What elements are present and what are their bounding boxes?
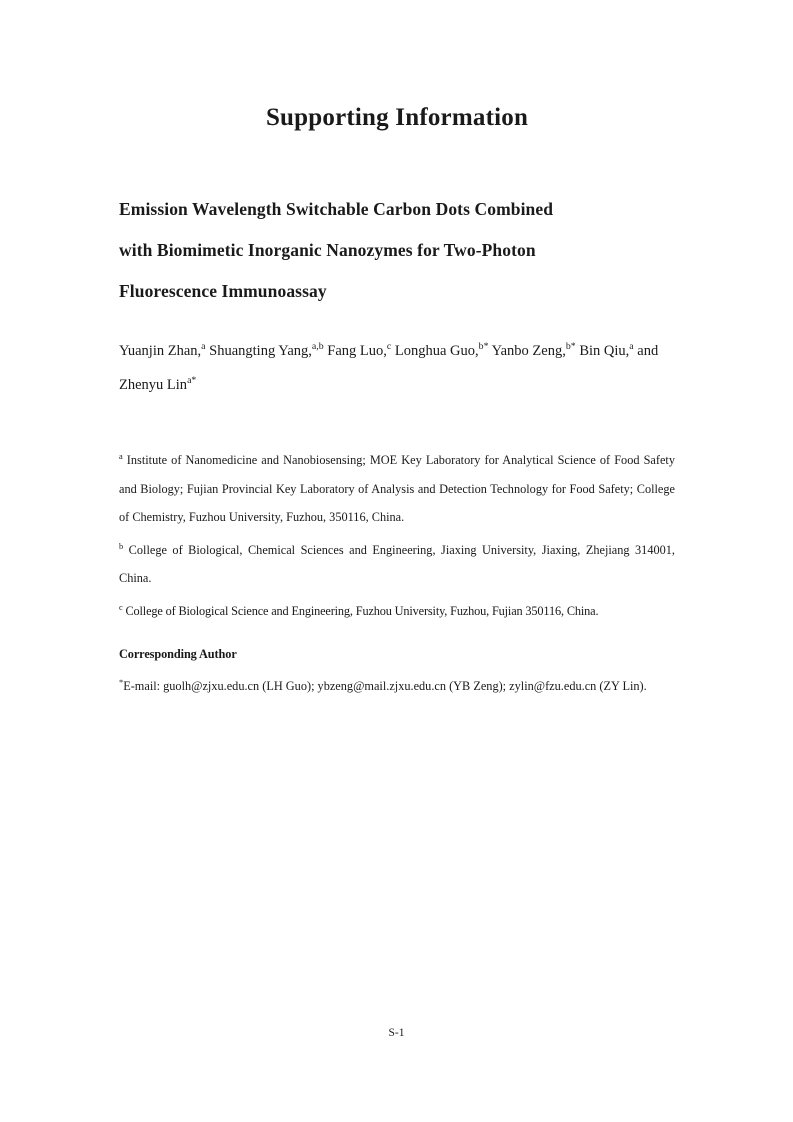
page-content: [119, 0, 675, 701]
affiliation-item-b: [119, 536, 675, 593]
author-text-8: and Zhenyu Lin: [119, 343, 659, 393]
affiliation-list: [119, 446, 675, 625]
author-affiliation-marker-6: a: [629, 341, 634, 353]
author-affiliation-marker-3: c: [386, 341, 392, 353]
affiliation-item-a: [119, 446, 675, 532]
affiliation-text-a: Institute of Nanomedicine and Nanobiosensing; MOE Key Laboratory for Analytical Science of Food Safety and Biology; Fujian Provincial Key Laboratory of Analysis and Detection Technology for Food Safety; College of Chemistry, Fuzhou University, Fuzhou, 350116, China.: [119, 453, 675, 524]
author-list: [119, 334, 675, 402]
author-text-2: Shuangting Yang,: [205, 343, 312, 359]
author-affiliation-marker-2: a,b: [311, 341, 324, 353]
paper-title: [119, 189, 675, 312]
affiliation-marker-c: c: [119, 602, 123, 612]
paper-title-line-3: Fluorescence Immunoassay: [119, 281, 327, 301]
author-affiliation-marker-1: a: [201, 341, 206, 353]
affiliation-marker-a: a: [119, 451, 123, 461]
paper-title-line-1: Emission Wavelength Switchable Carbon Dots Combined: [119, 199, 554, 219]
author-text-4: Longhua Guo,: [391, 343, 479, 359]
author-text-3: Fang Luo,: [323, 343, 387, 359]
page-number: S-1: [388, 1027, 405, 1039]
author-text-7: Qiu,: [603, 343, 630, 359]
author-affiliation-marker-5: b*: [565, 341, 576, 353]
author-affiliation-marker-7: a*: [187, 375, 197, 387]
paper-title-line-2: with Biomimetic Inorganic Nanozymes for Two-Photon: [119, 240, 536, 260]
corresponding-author-heading: Corresponding Author: [119, 647, 237, 661]
affiliation-text-b: College of Biological, Chemical Sciences and Engineering, Jiaxing University, Jiaxing, Zhejiang 314001, China.: [119, 542, 675, 585]
author-text-6: Bin: [575, 343, 601, 359]
affiliation-marker-b: b: [119, 541, 124, 551]
corresponding-author-contact: [119, 672, 675, 701]
corresponding-author-marker: *: [119, 677, 124, 687]
corresponding-author-text: E-mail: guolh@zjxu.edu.cn (LH Guo); ybzeng@mail.zjxu.edu.cn (YB Zeng); zylin@fzu.edu.cn (ZY Lin).: [123, 679, 647, 693]
author-text-1: Yuanjin Zhan,: [119, 343, 202, 359]
author-text-5: Yanbo Zeng,: [488, 343, 566, 359]
affiliation-text-c: College of Biological Science and Engineering, Fuzhou University, Fuzhou, Fujian 350116, China.: [122, 603, 599, 618]
author-affiliation-marker-4: b*: [478, 341, 489, 353]
affiliation-item-c: [119, 597, 675, 626]
supporting-information-heading: Supporting Information: [265, 104, 529, 131]
